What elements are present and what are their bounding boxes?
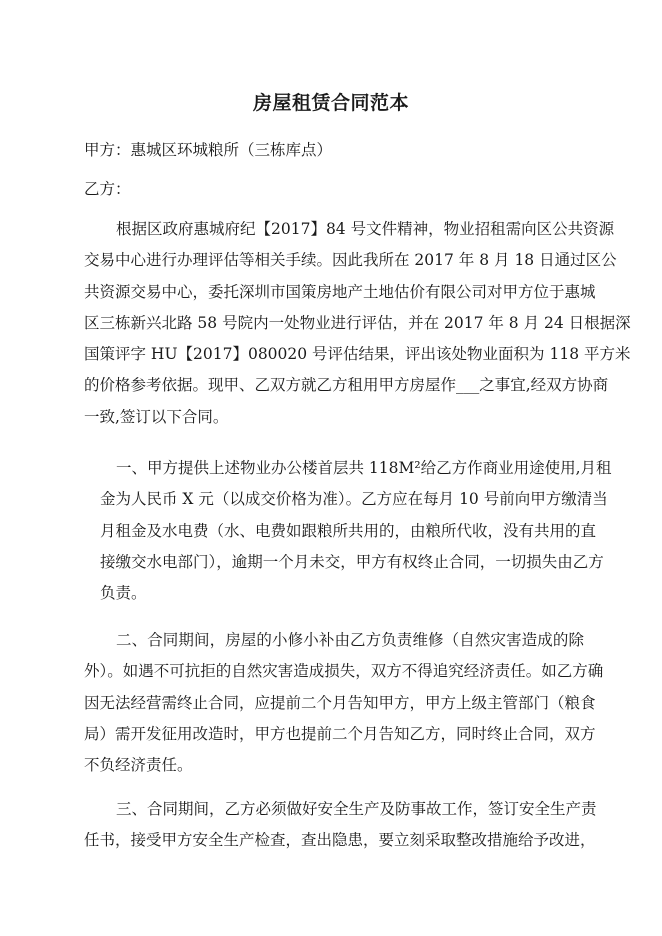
document-title: 房屋租赁合同范本 <box>252 92 409 114</box>
clause-2-line: 二、合同期间，房屋的小修小补由乙方负责维修（自然灾害造成的除 <box>116 631 584 649</box>
clause-1-line: 负责。 <box>100 584 147 603</box>
clause-3-paragraph <box>84 794 597 857</box>
clause-2-line: 局）需开发征用改造时，甲方也提前二个月告知乙方，同时终止合同，双方 <box>84 724 596 743</box>
party-a-line: 甲方：惠城区环城粮所（三栋库点） <box>84 141 333 159</box>
party-b-line: 乙方： <box>84 180 131 198</box>
intro-line: 的价格参考依据。现甲、乙双方就乙方租用甲方房屋作___之事宜,经双方协商 <box>84 376 609 395</box>
clause-3-line: 三、合同期间，乙方必须做好安全生产及防事故工作，签订安全生产责 <box>116 800 597 818</box>
clause-1-line: 金为人民币 X 元（以成交价格为准）。乙方应在每月 10 号前向甲方缴清当 <box>100 490 608 509</box>
clause-2-line: 因无法经营需终止合同，应提前二个月告知甲方，甲方上级主管部门（粮食 <box>84 693 596 712</box>
clause-2-line: 外）。如遇不可抗拒的自然灾害造成损失，双方不得追究经济责任。如乙方确 <box>84 662 604 681</box>
clause-1-line: 一、甲方提供上述物业办公楼首层共 118M²给乙方作商业用途使用,月租 <box>116 459 612 477</box>
intro-paragraph <box>84 214 631 433</box>
intro-line: 共资源交易中心，委托深圳市国策房地产土地估价有限公司对甲方位于惠城 <box>84 282 596 301</box>
clause-3-line: 任书，接受甲方安全生产检查，查出隐患，要立刻采取整改措施给予改进， <box>84 831 596 850</box>
clause-2-paragraph <box>84 625 604 781</box>
intro-line: 交易中心进行办理评估等相关手续。因此我所在 2017 年 8 月 18 日通过区公 <box>84 251 617 270</box>
intro-line: 区三栋新兴北路 58 号院内一处物业进行评估，并在 2017 年 8 月 24 日根据深 <box>84 313 631 332</box>
intro-line: 国策评字 HU【2017】080020 号评估结果，评出该处物业面积为 118 平方米 <box>84 345 631 364</box>
intro-line: 一致,签订以下合同。 <box>84 407 229 426</box>
clause-1-line: 接缴交水电部门），逾期一个月未交，甲方有权终止合同，一切损失由乙方 <box>100 552 604 571</box>
clause-1-line: 月租金及水电费（水、电费如跟粮所共用的，由粮所代收，没有共用的直 <box>100 521 597 540</box>
clause-1-paragraph <box>84 453 612 609</box>
clause-2-line: 不负经济责任。 <box>84 756 193 775</box>
intro-line: 根据区政府惠城府纪【2017】84 号文件精神，物业招租需向区公共资源 <box>116 220 615 238</box>
